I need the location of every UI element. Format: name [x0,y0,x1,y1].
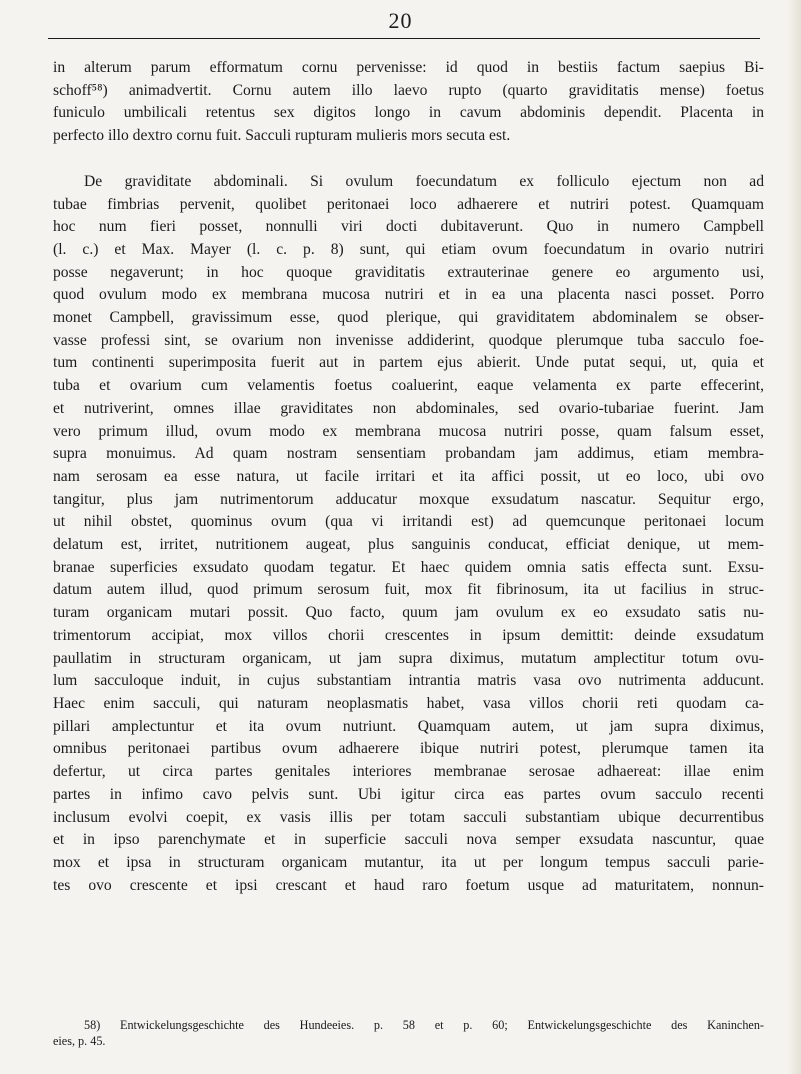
text-line: branae superficies exsudato quodam tegatur. Et haec quidem omnia satis effecta sunt. Exsu- [53,558,764,576]
footnote-line: eies, p. 45. [53,1034,106,1048]
text-line: ut nihil obstet, quominus ovum (qua vi irritandi est) ad quemcunque peritonaei locum [53,513,764,531]
text-line: tes ovo crescente et ipsi crescant et haud raro foetum usque ad maturitatem, nonnun- [53,876,764,894]
header-rule [48,38,760,39]
text-line: datum autem illud, quod primum serosum fuit, mox fit fibrinosum, ita ut facilius in struc- [53,581,764,599]
text-line: De graviditate abdominali. Si ovulum foecundatum ex folliculo ejectum non ad [84,172,764,190]
text-line: pillari amplectuntur et ita ovum nutriunt. Quamquam autem, ut jam supra diximus, [53,717,764,735]
text-line: inclusum evolvi coepit, ex vasis illis per totam sacculi substantiam ubique decurrentibus [53,808,764,826]
text-line: nam serosam ea esse natura, ut facile irritari et ita affici possit, ut eo loco, ubi ovo [53,467,764,485]
text-line: hoc num fieri posset, nonnulli viri docti dubitaverunt. Quo in numero Campbell [53,218,764,236]
text-line: (l. c.) et Max. Mayer (l. c. p. 8) sunt, qui etiam ovum foecundatum in ovario nutriri [53,240,764,258]
text-line: turam organicam mutari possit. Quo facto, quum jam ovulum ex eo exsudato satis nu- [53,604,764,622]
paragraph-2 [53,171,764,898]
text-line: Haec enim sacculi, qui naturam neoplasmatis habet, vasa villos chorii reti quodam ca- [53,694,764,712]
text-line: posse negaverunt; in hoc quoque graviditatis extrauterinae genere eo argumento usi, [53,263,764,281]
text-line: perfecto illo dextro cornu fuit. Sacculi rupturam mulieris mors secuta est. [53,127,511,145]
text-line: monet Campbell, gravissimum esse, quod plerique, qui graviditatem abdominalem se obser- [53,309,764,327]
text-line: tubae fimbrias pervenit, quolibet peritonaei loco adhaerere et nutriri potest. Quamquam [53,195,764,213]
footnote-line: 58) Entwickelungsgeschichte des Hundeeies. p. 58 et p. 60; Entwickelungsgeschichte des Kaninchen- [84,1018,764,1032]
text-line: funiculo umbilicali retentus sex digitos longo in cavum abdominis dependit. Placenta in [53,104,764,122]
text-line: et in ipso parenchymate et in superficie sacculi nova semper exsudata nascuntur, quae [53,831,764,849]
text-line: paullatim in structuram organicam, ut jam supra diximus, mutatum amplectitur totum ovu- [53,649,764,667]
body-text [53,57,764,897]
text-line: omnibus peritonaei partibus ovum adhaerere ibique nutriri potest, plerumque tamen ita [53,740,764,758]
footnote [53,1017,764,1049]
text-line: delatum est, irritet, nutritionem augeat, plus sanguinis conducat, efficiat denique, ut mem- [53,536,764,554]
text-line: lum sacculoque induit, in cujus substantiam intrantia matris vasa ovo nutrimenta adducunt. [53,672,764,690]
text-line: tum continenti superimposita fuerit aut in partem ejus abierit. Unde putat sequi, ut, quia et [53,354,764,372]
page-number: 20 [388,8,413,33]
paragraph-1 [53,57,764,148]
page-edge-shadow [787,0,801,1074]
text-line: supra monuimus. Ad quam nostram sensentiam probandam jam addimus, etiam membra- [53,445,764,463]
text-line: trimentorum accipiat, mox villos chorii crescentes in ipsum demittit: deinde exsudatum [53,626,764,644]
text-line: quod ovulum modo ex membrana mucosa nutriri et in ea una placenta nasci posset. Porro [53,286,764,304]
text-line: in alterum parum efformatum cornu pervenisse: id quod in bestiis factum saepius Bi- [53,59,764,76]
text-line: vasse professi sint, se ovarium non invenisse addiderint, quodque plerumque tuba sacculo foe- [53,331,764,349]
text-line: defertur, ut circa partes genitales interiores membranae serosae adhaereat: illae enim [53,763,764,781]
text-line: tangitur, plus jam nutrimentorum adducatur moxque exsudatum nascatur. Sequitur ergo, [53,490,764,508]
paragraph-gap [53,148,764,171]
text-line: et nutriverint, omnes illae graviditates non abdominales, sed ovario-tubariae fuerint. Jam [53,399,764,417]
text-line: vero primum illud, ovum modo ex membrana mucosa nutriri posse, quam falsum esset, [53,422,764,440]
text-line: tuba et ovarium cum velamentis foetus coaluerint, eaque velamenta ex parte effecerint, [53,377,764,395]
text-line: partes in infimo cavo pelvis sunt. Ubi igitur circa eas partes ovum sacculo recenti [53,785,764,803]
text-line: schoff⁵⁸) animadvertit. Cornu autem illo laevo rupto (quarto graviditatis mense) foetus [53,81,764,99]
text-line: mox et ipsa in structuram organicam mutantur, ita ut per longum tempus sacculi parie- [53,853,764,871]
